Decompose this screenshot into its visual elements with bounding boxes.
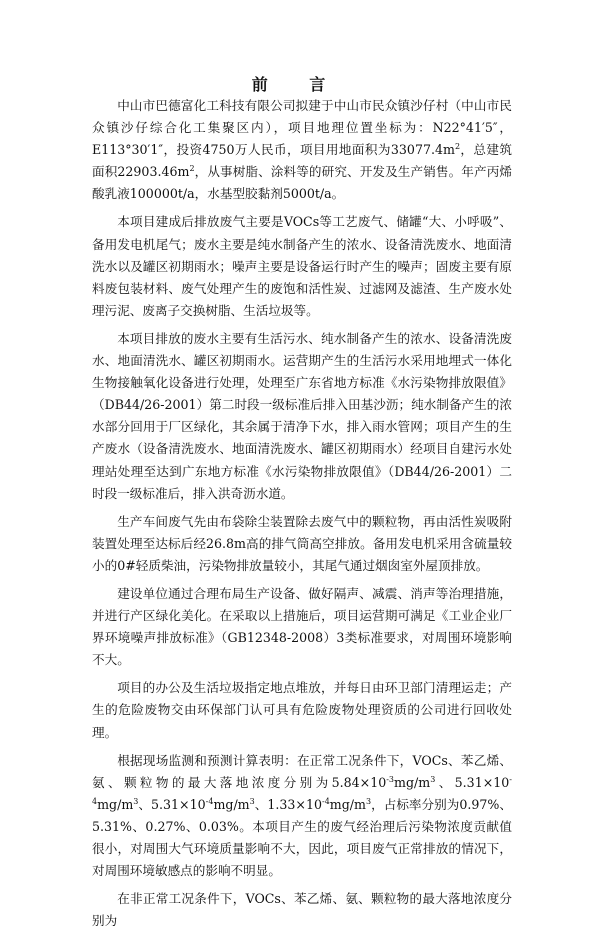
text-run: 本项目排放的废水主要有生活污水、纯水制备产生的浓水、设备清洗废水、地面清洗水、罐区初期雨水。运营期产生的生活污水采用地埋式一体化生物接触氧化设备进行处理，处理至广东省地方标准《水污染物排放限值》（DB44/26-2001）第二时段一级标准后排入田基沙沥；纯水制备产生的浓水部分回用于厂区绿化，其余属于清净下水，排入雨水管网；项目产生的生产废水（设备清洗废水、地面清洗废水、罐区初期雨水）经项目自建污水处理站处理至达到广东地方标准《水污染物排放限值》（DB44/26-2001）二时段一级标准后，排入洪奇沥水道。 <box>92 330 512 501</box>
text-run: 、5.31×10 <box>138 796 206 812</box>
paragraph <box>92 583 512 671</box>
superscript: 3 <box>249 796 255 806</box>
superscript: -4 <box>205 796 214 806</box>
superscript: 3 <box>133 796 139 806</box>
superscript: 3 <box>365 796 372 806</box>
text-run: 中山市巴德富化工科技有限公司拟建于中山市民众镇沙仔村（中山市民众镇沙仔综合化工集聚区内），项目地理位置坐标为：N22°41′5″，E113°30′1″，投资4750万人民币，项目用地面积为33077.4m <box>92 98 512 158</box>
paragraph <box>92 95 512 205</box>
text-run: 、5.31×10 <box>435 774 510 790</box>
text-run: 、1.33×10 <box>254 796 322 812</box>
text-run: mg/m <box>213 796 250 812</box>
text-run: ，占标率分别为0.97%、5.31%、0.27%、0.03%。本项目产生的废气经治理后污染物浓度贡献值很小，对周围大气环境质量影响不大，因此，项目废气正常排放的情况下，对周围环境敏感点的影响不明显。 <box>92 796 512 879</box>
text-run: mg/m <box>394 774 431 790</box>
text-run: mg/m <box>97 796 134 812</box>
superscript: -4 <box>321 796 330 806</box>
paragraph <box>92 211 512 321</box>
text-run: 在非正常工况条件下，VOCs、苯乙烯、氨、颗粒物的最大落地浓度分别为 <box>92 891 512 929</box>
text-run: 生产车间废气先由布袋除尘装置除去废气中的颗粒物，再由活性炭吸附装置处理至达标后经26.8m高的排气筒高空排放。备用发电机采用含硫量较小的0#轻质柴油，污染物排放量较小，其尾气通过烟囱室外屋顶排放。 <box>92 513 512 573</box>
text-run: 项目的办公及生活垃圾指定地点堆放，并每日由环卫部门清理运走；产生的危险废物交由环保部门认可具有危险废物处理资质的公司进行回收处理。 <box>92 680 512 740</box>
text-run: ，总建筑面积22903.46m <box>92 142 513 180</box>
superscript: 2 <box>454 142 461 151</box>
text-run: ，从事树脂、涂料等的研究、开发及生产销售。年产丙烯酸乳液100000t/a，水基型胶黏剂5000t/a。 <box>92 164 512 202</box>
superscript: -4 <box>92 774 512 806</box>
text-run: 本项目建成后排放废气主要是VOCs等工艺废气、储罐“大、小呼吸”、备用发电机尾气；废水主要是纯水制备产生的浓水、设备清洗废水、地面清洗水以及罐区初期雨水；噪声主要是设备运行时产生的噪声；固废主要有原料废包装材料、废气处理产生的废饱和活性炭、过滤网及滤渣、生产废水处理污泥、废离子交换树脂、生活垃圾等。 <box>92 214 512 318</box>
paragraph <box>92 511 512 577</box>
paragraph <box>92 888 512 932</box>
paragraph <box>92 750 512 883</box>
superscript: 3 <box>430 774 436 784</box>
document-body <box>92 95 512 938</box>
page-title: 前 言 <box>251 75 344 94</box>
text-run: 根据现场监测和预测计算表明：在正常工况条件下，VOCs、苯乙烯、氨、颗粒物的最大落地浓度分别为5.84×10 <box>92 752 512 790</box>
paragraph <box>92 677 512 743</box>
text-run: mg/m <box>329 796 366 812</box>
paragraph <box>92 328 512 505</box>
superscript: -3 <box>386 774 395 784</box>
superscript: 2 <box>189 164 195 174</box>
text-run: 建设单位通过合理布局生产设备、做好隔声、减震、消声等治理措施，并进行产区绿化美化。在采取以上措施后，项目运营期可满足《工业企业厂界环境噪声排放标准》（GB12348-2008）3类标准要求，对周围环境影响不大。 <box>92 585 512 668</box>
